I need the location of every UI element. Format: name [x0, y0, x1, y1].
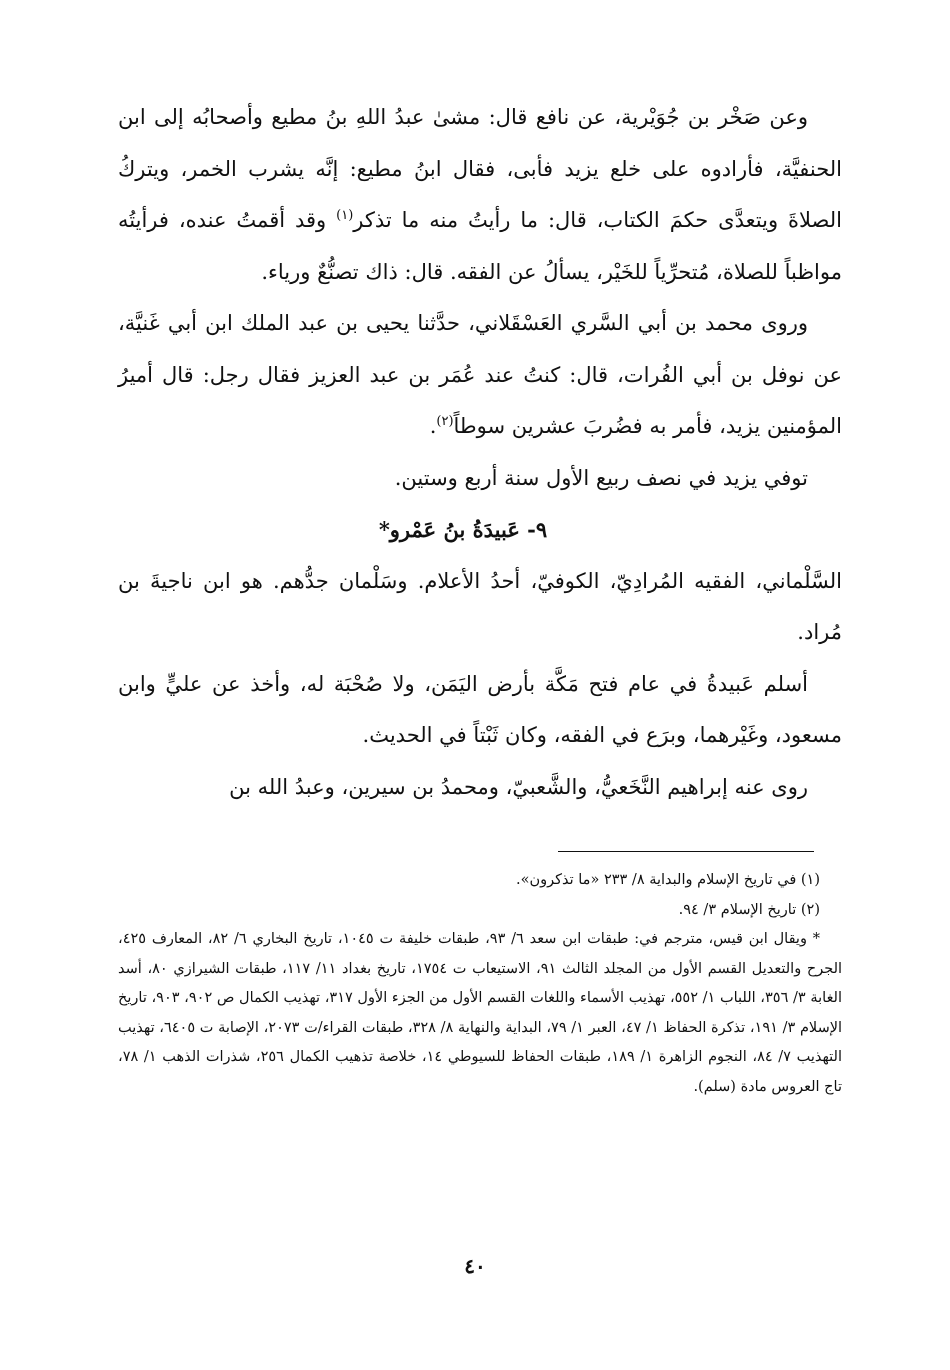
paragraph-2: وروى محمد بن أبي السَّري العَسْقَلاني، حدَّثنا يحيى بن عبد الملك ابن أبي غَنيَّة، عن نوفل بن أبي الفُرات، قال: كنتُ عند عُمَر بن عبد العزيز فقال رجل: قال أميرُ المؤمنين يزيد، فأمر به فضُربَ عشرين سوطاً$^{(٢)}$. [118, 311, 842, 438]
page-number: ٤٠ [464, 1254, 486, 1278]
paragraph-1b-text: وقد أقمتُ عنده، فرأيتُه مواظباً للصلاة، مُتحرِّياً للخَيْر، يسألُ عن الفقه. قال: ذاك تصنُّعٌ ورياء. [118, 208, 842, 284]
footnote-divider [558, 851, 814, 852]
footnote-ref-1: (١) [336, 208, 354, 223]
main-text [118, 92, 842, 813]
footnote-2: (٢) تاريخ الإسلام ٣/ ٩٤. [678, 901, 820, 918]
section-paragraph-2: أسلم عَبيدةُ في عام فتح مَكَّة بأرض اليَمَن، ولا صُحْبَة له، وأخذ عن عليٍّ وابن مسعود، وغَيْرهما، وبرَع في الفقه، وكان ثَبْتاً في الحديث. [118, 671, 842, 747]
section-paragraph-1: السَّلْماني، الفقيه المُرادِيّ، الكوفيّ، أحدُ الأعلام. وسَلْمان جدُّهم. هو ابن ناجيةَ بن مُراد. [118, 568, 843, 644]
paragraph-1-text: وعن صَخْر بن جُوَيْرية، عن نافع قال: مشىٰ عبدُ اللهِ بنُ مطيع وأصحابُه إلى ابن الحنفيَّة، فأرادوه على خلع يزيد فأبى، فقال ابنُ مطيع: إنَّه يشرب الخمر، ويتركُ الصلاةَ ويتعدَّى حكمَ الكتاب، قال: ما رأيتُ منه ما تذكر [118, 105, 843, 232]
section-heading: ٩- عَبيدَةُ بنُ عَمْرو* [378, 517, 548, 542]
footnote-1: (١) في تاريخ الإسلام والبداية ٨/ ٢٣٣ «ما تذكرون». [515, 872, 820, 888]
section-paragraph-3: روى عنه إبراهيم النَّخَعيُّ، والشَّعبيّ، ومحمدُ بن سيرين، وعبدُ الله بن [229, 774, 808, 799]
paragraph-3: توفي يزيد في نصف ربيع الأول سنة أربع وستين. [394, 465, 808, 490]
footnote-star: * ويقال ابن قيس، مترجم في: طبقات ابن سعد ٦/ ٩٣، طبقات خليفة ت ١٠٤٥، تاريخ البخاري ٦/ ٨٢، المعارف ٤٢٥، الجرح والتعديل القسم الأول من المجلد الثالث ٩١، الاستيعاب ت ١٧٥٤، تاريخ بغداد ١١/ ١١٧، طبقات الشيرازي ٨٠، أسد الغابة ٣/ ٣٥٦، اللباب ١/ ٥٥٢، تهذيب الأسماء واللغات القسم الأول من الجزء الأول ٣١٧، تهذيب الكمال ص ٩٠٢، ٩٠٣، تاريخ الإسلام ٣/ ١٩١، تذكرة الحفاظ ١/ ٤٧، العبر ١/ ٧٩، البداية والنهاية ٨/ ٣٢٨، طبقات القراء/ت ٢٠٧٣، الإصابة ت ٦٤٠٥، تهذيب التهذيب ٧/ ٨٤، النجوم الزاهرة ١/ ١٨٩، طبقات الحفاظ للسيوطي ١٤، خلاصة تذهيب الكمال ٢٥٦، شذرات الذهب ١/ ٧٨، تاج العروس مادة (سلم). [118, 931, 843, 1095]
footnote-ref-2: (٢) [436, 414, 454, 429]
footnotes [118, 866, 842, 1102]
paragraph-2-text: وروى محمد بن أبي السَّري العَسْقَلاني، حدَّثنا يحيى بن عبد الملك ابن أبي غَنيَّة، عن نوفل بن أبي الفُرات، قال: كنتُ عند عُمَر بن عبد العزيز فقال رجل: قال أميرُ المؤمنين يزيد، فأمر به فضُربَ عشرين سوطاً [118, 311, 842, 438]
paragraph-1 [118, 92, 842, 298]
